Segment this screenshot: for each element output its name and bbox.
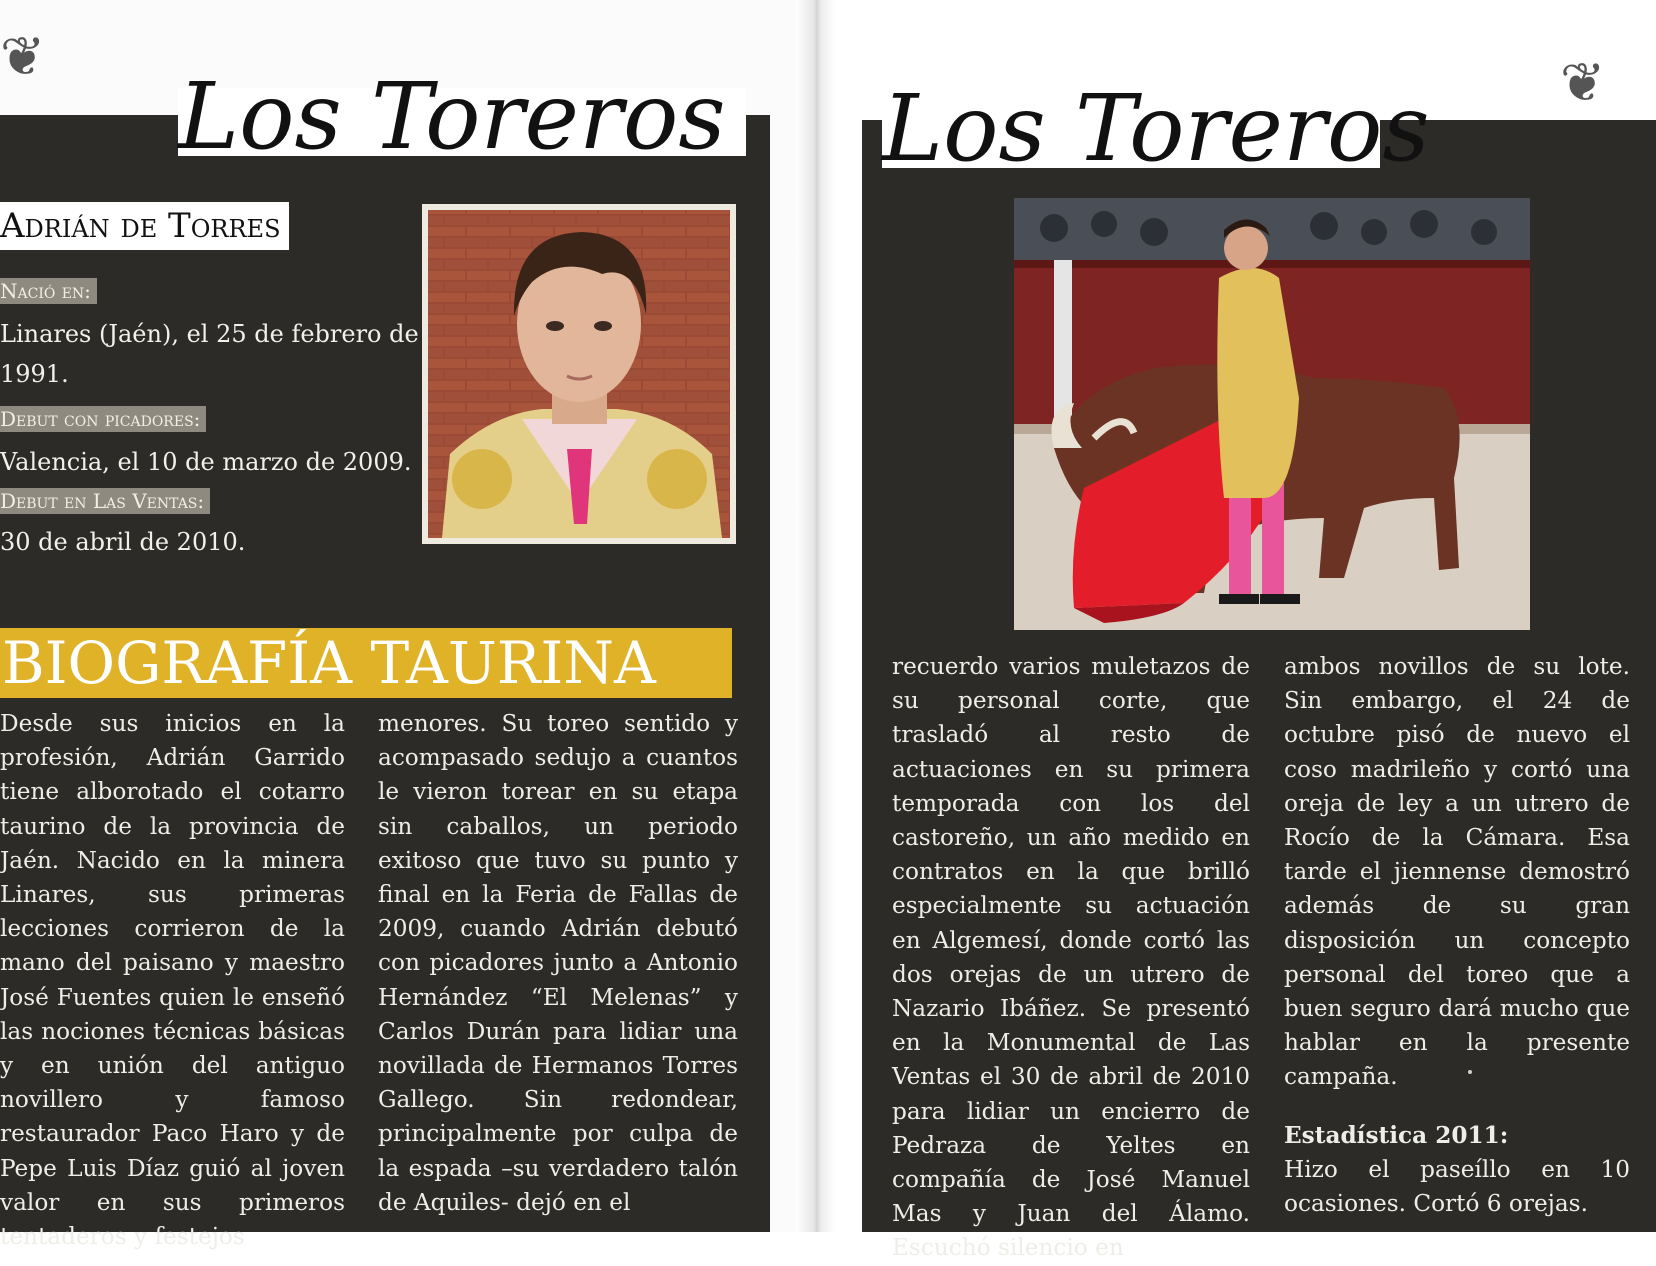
stats-text: Hizo el paseíllo en 10 ocasiones. Cortó 6 orejas. [1284,1155,1630,1218]
right-page [812,0,1656,1262]
biography-heading: BIOGRAFÍA TAURINA [0,628,732,698]
decorative-dot [1468,1070,1472,1074]
picadores-debut-value: Valencia, el 10 de marzo de 2009. [0,448,412,476]
biography-column-1 [0,707,345,1254]
article-column-2 [1284,650,1630,1221]
bullfight-photo [1014,198,1530,630]
birth-value-line-1: Linares (Jaén), el 25 de febrero de [0,320,419,348]
biography-column-2-text: menores. Su toreo sentido y acompasado sedujo a cuantos le vieron torear en su etapa sin caballos, un periodo exitoso que tuvo su punto y final en la Feria de Fallas de 2009, cuando Adrián debutó con picadores junto a Antonio Hernández “El Melenas” y Carlos Durán para lidiar una novillada de Hermanos Torres Gallego. Sin redondear, principalmente por culpa de la espada –su verdadero talón de Aquiles- dejó en el [378,710,738,1216]
biography-column-2 [378,707,738,1220]
torero-portrait-image [422,204,736,544]
ventas-debut-value: 30 de abril de 2010. [0,528,246,556]
picadores-debut-label: Debut con picadores: [0,406,206,432]
article-column-1 [892,650,1250,1266]
biography-column-1-text: Desde sus inicios en la profesión, Adrián Garrido tiene alborotado el cotarro taurino de la provincia de Jaén. Nacido en la minera Linares, sus primeras lecciones corrieron de la mano del paisano y maestro José Fuentes quien le enseñó las nociones técnicas básicas y en unión del antiguo novillero y famoso restaurador Paco Haro y de Pepe Luis Díaz guió al joven valor en sus primeros tentaderos y festejos [0,710,345,1251]
left-page [0,0,812,1251]
page-title: Los Toreros [882,75,1430,182]
article-column-2-text: ambos novillos de su lote. Sin embargo, el 24 de octubre pisó de nuevo el coso madrileño y cortó una oreja de ley a un utrero de Rocío de la Cámara. Esa tarde el jiennense demostró además de su gran disposición un concepto personal del toreo que a buen seguro dará mucho que hablar en la presente campaña. [1284,653,1630,1091]
torero-name: Adrián de Torres [0,202,289,250]
birth-label: Nació en: [0,278,97,304]
scroll-ornament-icon: ❦ [0,25,46,88]
birth-value-line-2: 1991. [0,360,69,388]
article-column-1-text: recuerdo varios muletazos de su personal corte, que trasladó al resto de actuaciones en su primera temporada con los del castoreño, un año medido en contratos en la que brilló especialmente su actuación en Algemesí, donde cortó las dos orejas de un utrero de Nazario Ibáñez. Se presentó en la Monumental de Las Ventas el 30 de abril de 2010 para lidiar un encierro de Pedraza de Yeltes en compañía de José Manuel Mas y Juan del Álamo. Escuchó silencio en [892,653,1250,1262]
stats-title: Estadística 2011: [1284,1121,1509,1149]
page-title: Los Toreros [178,88,746,156]
portrait-frame [422,204,736,544]
ventas-debut-label: Debut en Las Ventas: [0,488,210,514]
scroll-ornament-icon: ❦ [1560,51,1606,114]
bullfight-image [1014,198,1530,630]
